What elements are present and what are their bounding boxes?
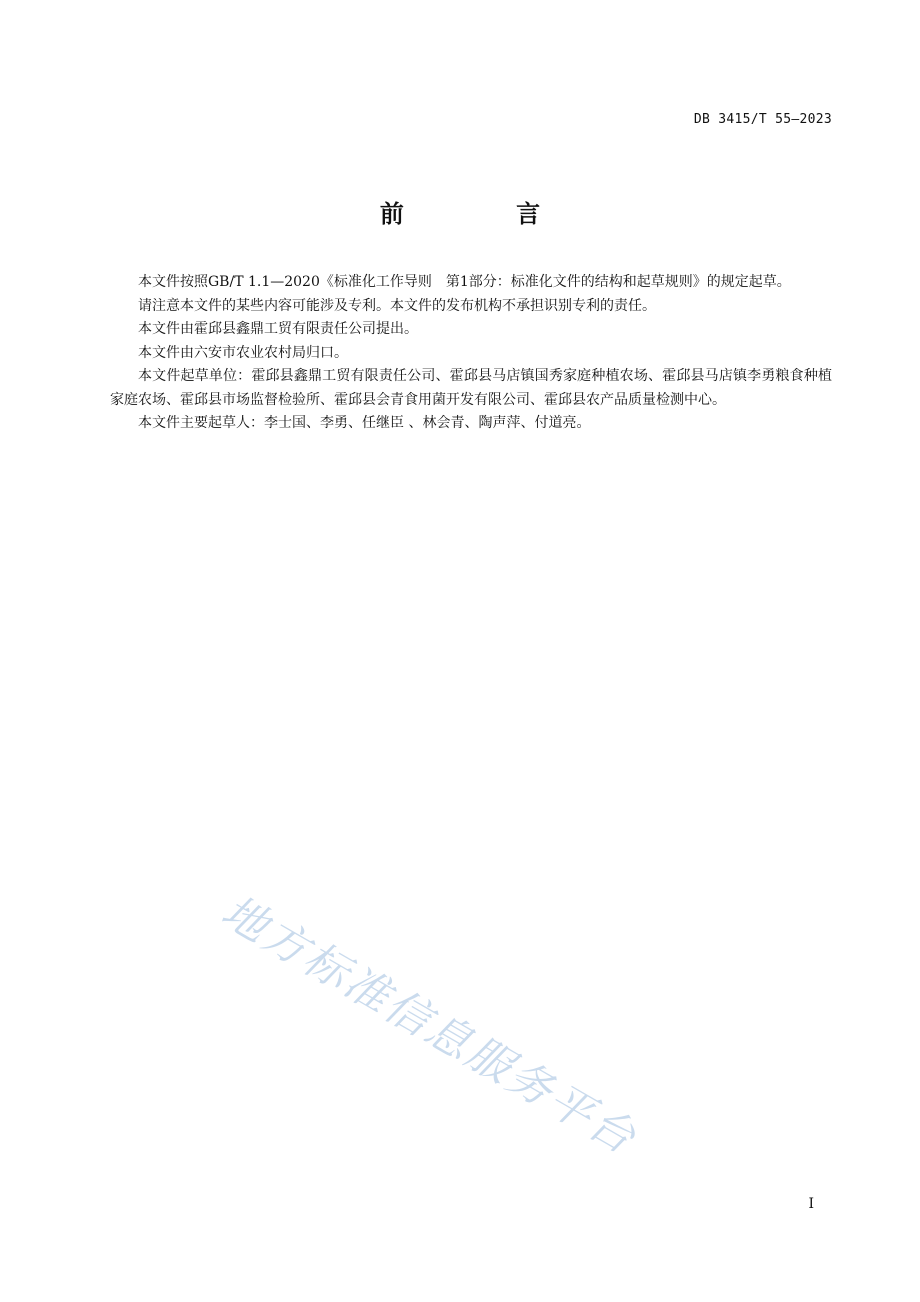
paragraph-drafting-units: 本文件起草单位：霍邱县鑫鼎工贸有限责任公司、霍邱县马店镇国秀家庭种植农场、霍邱县马店镇李勇粮食种植家庭农场、霍邱县市场监督检验所、霍邱县会青食用菌开发有限公司、霍邱县农产品质量检测中心。 — [110, 368, 832, 408]
paragraph-drafters: 本文件主要起草人：李士国、李勇、任继臣 、林会青、陶声萍、付道亮。 — [138, 415, 591, 431]
paragraph-authority: 本文件由六安市农业农村局归口。 — [138, 344, 348, 361]
paragraph-patent-notice: 请注意本文件的某些内容可能涉及专利。本文件的发布机构不承担识别专利的责任。 — [138, 297, 656, 314]
paragraph-proposer: 本文件由霍邱县鑫鼎工贸有限责任公司提出。 — [138, 321, 418, 337]
foreword-body — [110, 271, 832, 436]
page-number: I — [808, 1196, 814, 1212]
watermark-text: 地方标准信息服务平台 — [213, 885, 646, 1165]
document-code: DB 3415/T 55—2023 — [693, 112, 832, 127]
page-title: 前 言 — [379, 200, 593, 228]
paragraph-drafting-basis: 本文件按照GB/T 1.1—2020《标准化工作导则 第1部分：标准化文件的结构和起草规则》的规定起草。 — [138, 274, 791, 290]
